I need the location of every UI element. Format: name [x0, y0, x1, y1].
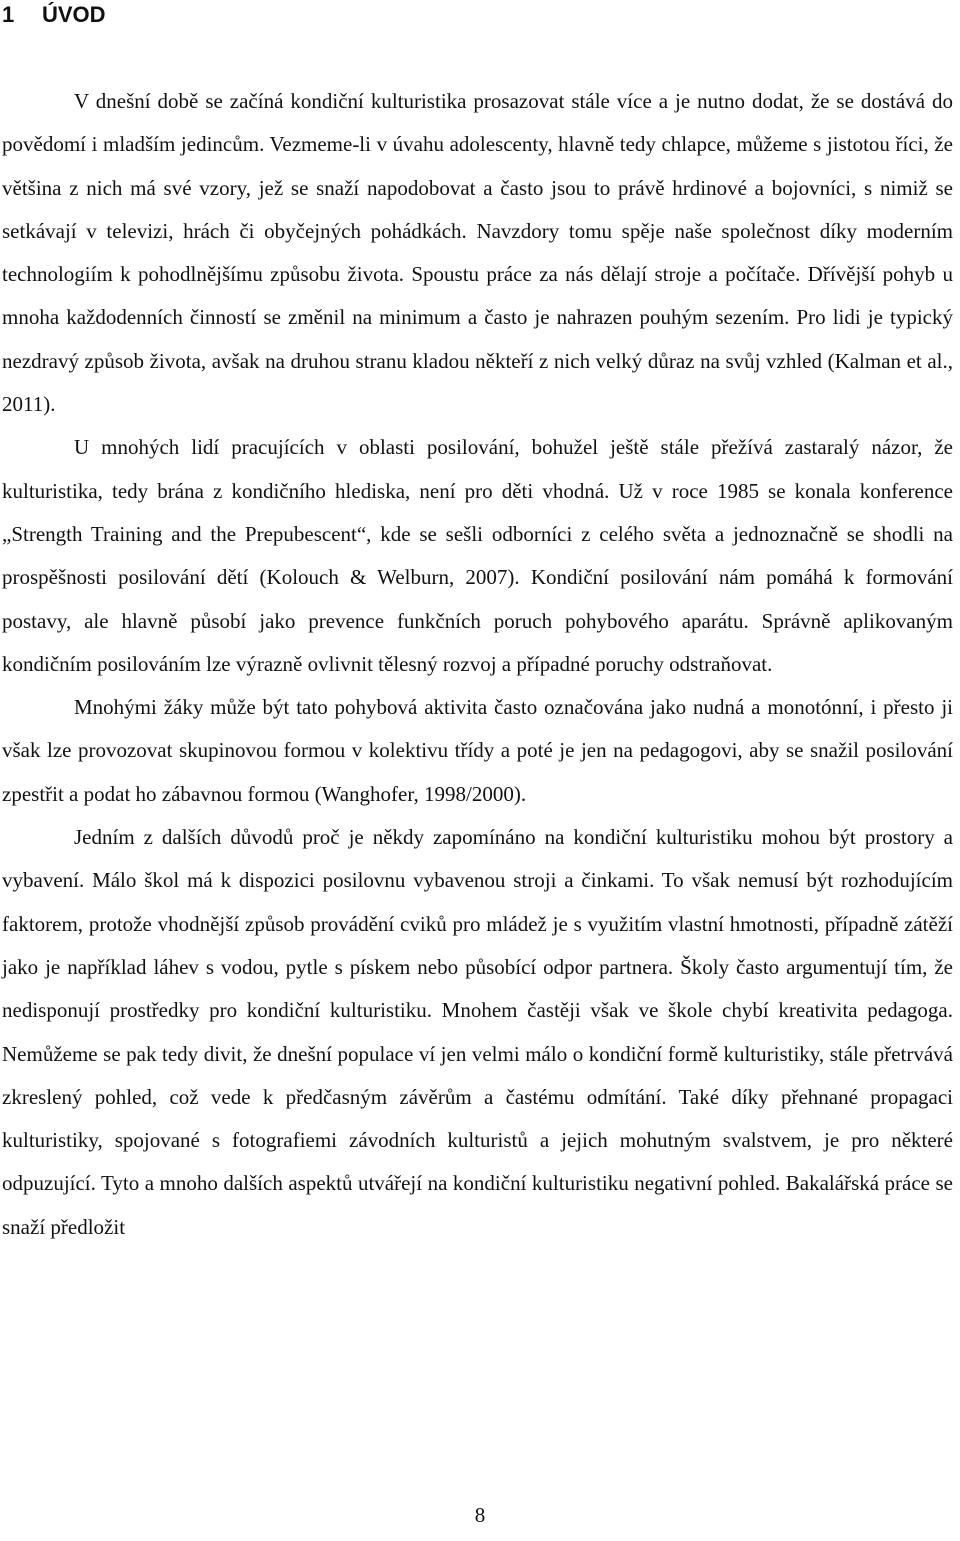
chapter-number: 1 — [2, 2, 15, 27]
chapter-title: ÚVOD — [42, 2, 106, 27]
paragraph-2: U mnohých lidí pracujících v oblasti posilování, bohužel ještě stále přežívá zastaralý názor, že kulturistika, tedy brána z kondičního hlediska, není pro děti vhodná. Už v roce 1985 se konala konference „Strength Training and the Prepubescent“, kde se sešli odborníci z celého světa a jednoznačně se shodli na prospěšnosti posilování dětí (Kolouch & Welburn, 2007). Kondiční posilování nám pomáhá k formování postavy, ale hlavně působí jako prevence funkčních poruch pohybového aparátu. Správně aplikovaným kondičním posilováním lze výrazně ovlivnit tělesný rozvoj a případné poruchy odstraňovat. — [2, 435, 953, 676]
body-text — [2, 80, 953, 1249]
paragraph-1: V dnešní době se začíná kondiční kulturistika prosazovat stále více a je nutno dodat, že se dostává do povědomí i mladším jedincům. Vezmeme-li v úvahu adolescenty, hlavně tedy chlapce, můžeme s jistotou říci, že většina z nich má své vzory, jež se snaží napodobovat a často jsou to právě hrdinové a bojovníci, s nimiž se setkávají v televizi, hrách či obyčejných pohádkách. Navzdory tomu spěje naše společnost díky moderním technologiím k pohodlnějšímu způsobu života. Spoustu práce za nás dělají stroje a počítače. Dřívější pohyb u mnoha každodenních činností se změnil na minimum a často je nahrazen pouhým sezením. Pro lidi je typický nezdravý způsob života, avšak na druhou stranu kladou někteří z nich velký důraz na svůj vzhled (Kalman et al., 2011). — [2, 89, 953, 417]
page-number: 8 — [474, 1503, 486, 1527]
chapter-heading — [2, 0, 106, 30]
paragraph-3: Mnohými žáky může být tato pohybová aktivita často označována jako nudná a monotónní, i přesto ji však lze provozovat skupinovou formou v kolektivu třídy a poté je jen na pedagogovi, aby se snažil posilování zpestřit a podat ho zábavnou formou (Wanghofer, 1998/2000). — [2, 695, 953, 806]
paragraph-4: Jedním z dalších důvodů proč je někdy zapomínáno na kondiční kulturistiku mohou být prostory a vybavení. Málo škol má k dispozici posilovnu vybavenou stroji a činkami. To však nemusí být rozhodujícím faktorem, protože vhodnější způsob provádění cviků pro mládež je s využitím vlastní hmotnosti, případně zátěží jako je například láhev s vodou, pytle s pískem nebo působící odpor partnera. Školy často argumentují tím, že nedisponují prostředky pro kondiční kulturistiku. Mnohem častěji však ve škole chybí kreativita pedagoga. Nemůžeme se pak tedy divit, že dnešní populace ví jen velmi málo o kondiční formě kulturistiky, stále přetrvává zkreslený pohled, což vede k předčasným závěrům a častému odmítání. Také díky přehnané propagaci kulturistiky, spojované s fotografiemi závodních kulturistů a jejich mohutným svalstvem, je pro některé odpuzující. Tyto a mnoho dalších aspektů utvářejí na kondiční kulturistiku negativní pohled. Bakalářská práce se snaží předložit — [2, 825, 953, 1239]
